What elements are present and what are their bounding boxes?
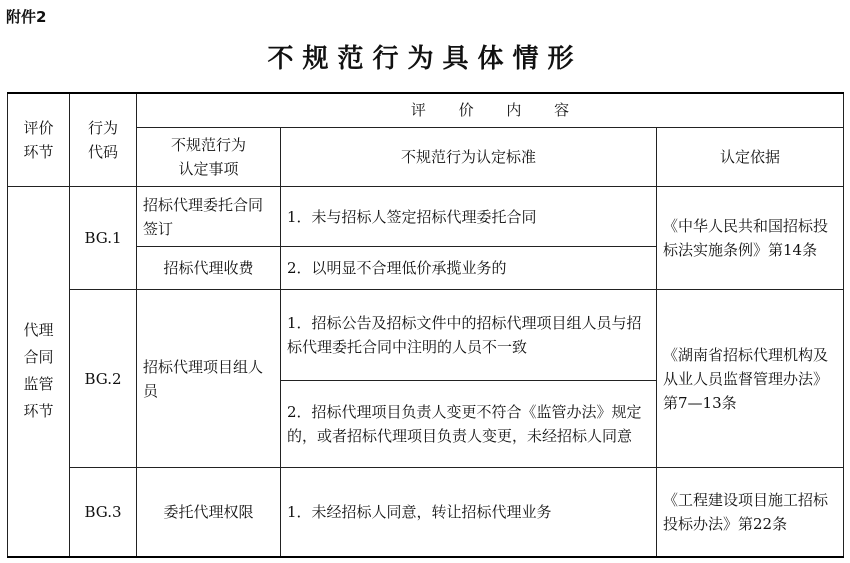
violation-standard-cell: 1．未与招标人签定招标代理委托合同	[281, 186, 657, 247]
legal-basis-cell: 《中华人民共和国招标投标法实施条例》第14条	[657, 186, 844, 289]
header-legal-basis: 认定依据	[657, 127, 844, 186]
violation-standard-cell: 2．以明显不合理低价承揽业务的	[281, 247, 657, 290]
document-title: 不规范行为具体情形	[267, 44, 583, 74]
header-violation-standard: 不规范行为认定标准	[281, 127, 657, 186]
violation-standard-cell: 1．未经招标人同意，转让招标代理业务	[281, 468, 657, 557]
violation-item-cell: 招标代理委托合同签订	[137, 186, 281, 247]
behavior-code-cell: BG.2	[70, 290, 137, 468]
table-row	[8, 186, 844, 247]
table-row	[8, 468, 844, 557]
violation-standard-cell: 2．招标代理项目负责人变更不符合《监管办法》规定的，或者招标代理项目负责人变更，未经招标人同意	[281, 381, 657, 468]
attachment-label: 附件2	[6, 8, 47, 26]
violation-item-cell: 招标代理项目组人员	[137, 290, 281, 468]
criteria-table	[7, 92, 844, 558]
violation-standard-cell: 1．招标公告及招标文件中的招标代理项目组人员与招标代理委托合同中注明的人员不一致	[281, 290, 657, 381]
legal-basis-cell: 《工程建设项目施工招标投标办法》第22条	[657, 468, 844, 557]
header-behavior-code: 行为 代码	[70, 93, 137, 186]
violation-item-cell: 招标代理收费	[137, 247, 281, 290]
stage-cell: 代理 合同 监管 环节	[8, 186, 70, 557]
header-evaluation-content: 评 价 内 容	[137, 93, 844, 127]
header-violation-item: 不规范行为 认定事项	[137, 127, 281, 186]
behavior-code-cell: BG.3	[70, 468, 137, 557]
behavior-code-cell: BG.1	[70, 186, 137, 289]
legal-basis-cell: 《湖南省招标代理机构及从业人员监督管理办法》第7—13条	[657, 290, 844, 468]
header-evaluation-stage: 评价 环节	[8, 93, 70, 186]
violation-item-cell: 委托代理权限	[137, 468, 281, 557]
table-row	[8, 290, 844, 381]
